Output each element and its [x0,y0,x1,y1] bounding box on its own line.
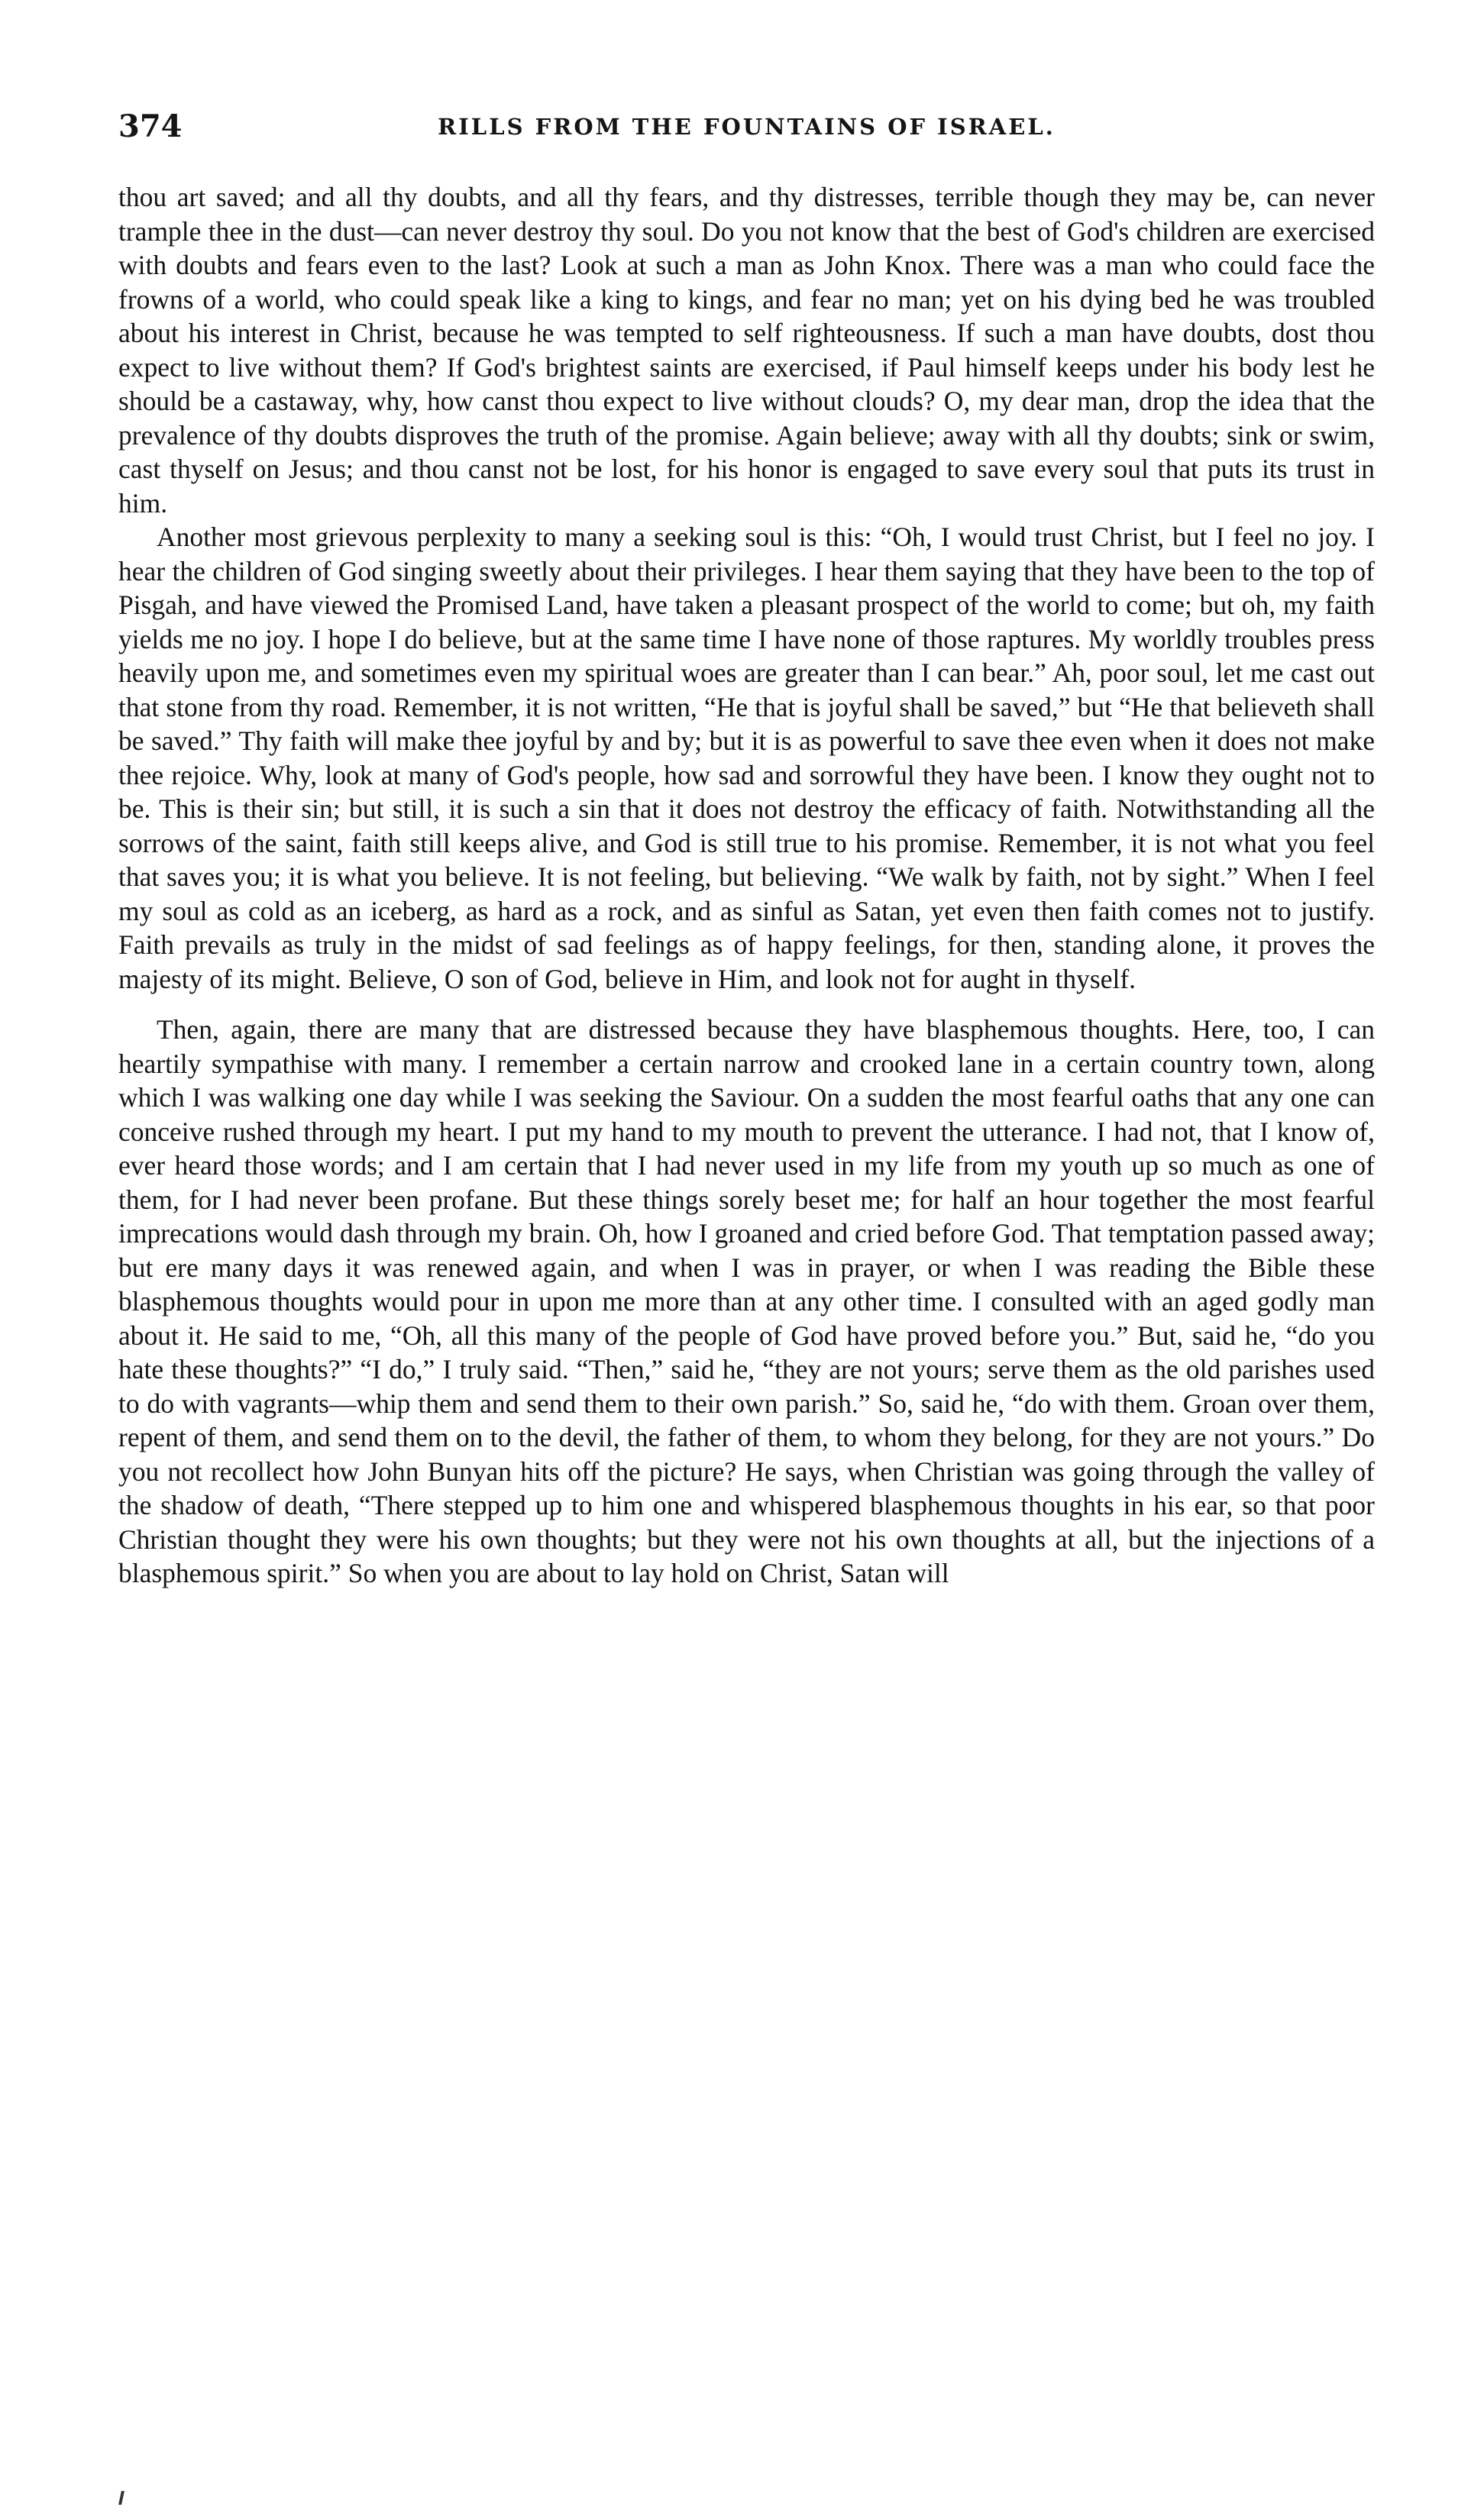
paragraph-3: Then, again, there are many that are distressed because they have blasphemous thoughts. Here, too, I can heartily sympathise with many. I remember a certain narrow and crooked lane in a certain country town, along which I was walking one day while I was seeking the Saviour. On a sudden the most fearful oaths that any one can conceive rushed through my heart. I put my hand to my mouth to prevent the utterance. I had not, that I know of, ever heard those words; and I am certain that I had never used in my life from my youth up so much as one of them, for I had never been profane. But these things sorely beset me; for half an hour together the most fearful imprecations would dash through my brain. Oh, how I groaned and cried before God. That temptation passed away; but ere many days it was renewed again, and when I was in prayer, or when I was reading the Bible these blasphemous thoughts would pour in upon me more than at any other time. I consulted with an aged godly man about it. He said to me, “Oh, all this many of the people of God have proved before you.” But, said he, “do you hate these thoughts?” “I do,” I truly said. “Then,” said he, “they are not yours; serve them as the old parishes used to do with vagrants—whip them and send them to their own parish.” So, said he, “do with them. Groan over them, repent of them, and send them on to the devil, the father of them, to whom they belong, for they are not yours.” Do you not recollect how John Bunyan hits off the picture? He says, when Christian was going through the valley of the shadow of death, “There stepped up to him one and whispered blasphemous thoughts in his ear, so that poor Christian thought they were his own thoughts; but they were not his own thoughts at all, but the injections of a blasphemous spirit.” So when you are about to lay hold on Christ, Satan will [118,1014,1375,1588]
running-title: RILLS FROM THE FOUNTAINS OF ISRAEL. [438,114,1056,140]
paragraph-1: thou art saved; and all thy doubts, and all thy fears, and thy distresses, terrible though they may be, can never trample thee in the dust—can never destroy thy soul. Do you not know that the best of God's children are exercised with doubts and fears even to the last? Look at such a man as John Knox. There was a man who could face the frowns of a world, who could speak like a king to kings, and fear no man; yet on his dying bed he was troubled about his interest in Christ, because he was tempted to self righteousness. If such a man have doubts, dost thou expect to live without them? If God's brightest saints are exercised, if Paul himself keeps under his body lest he should be a castaway, why, how canst thou expect to live without clouds? O, my dear man, drop the idea that the prevalence of thy doubts disproves the truth of the promise. Again believe; away with all thy doubts; sink or swim, cast thyself on Jesus; and thou canst not be lost, for his honor is engaged to save every soul that puts its trust in him. [118,182,1375,519]
stray-ink-mark [118,2491,124,2505]
running-head [118,107,1375,150]
page-number: 374 [118,108,183,144]
paragraph-2: Another most grievous perplexity to many a seeking soul is this: “Oh, I would trust Christ, but I feel no joy. I hear the children of God singing sweetly about their privileges. I hear them saying that they have been to the top of Pisgah, and have viewed the Promised Land, have taken a pleasant prospect of the world to come; but oh, my faith yields me no joy. I hope I do believe, but at the same time I have none of those raptures. My worldly troubles press heavily upon me, and sometimes even my spiritual woes are greater than I can bear.” Ah, poor soul, let me cast out that stone from thy road. Remember, it is not written, “He that is joyful shall be saved,” but “He that believeth shall be saved.” Thy faith will make thee joyful by and by; but it is as powerful to save thee even when it does not make thee rejoice. Why, look at many of God's people, how sad and sorrowful they have been. I know they ought not to be. This is their sin; but still, it is such a sin that it does not destroy the efficacy of faith. Notwithstanding all the sorrows of the saint, faith still keeps alive, and God is still true to his promise. Remember, it is not what you feel that saves you; it is what you believe. It is not feeling, but believing. “We walk by faith, not by sight.” When I feel my soul as cold as an iceberg, as hard as a rock, and as sinful as Satan, yet even then faith comes not to justify. Faith prevails as truly in the midst of sad feelings as of happy feelings, for then, standing alone, it proves the majesty of its might. Believe, O son of God, believe in Him, and look not for aught in thyself. [118,522,1375,994]
body-text [118,180,1375,1591]
book-page [118,107,1375,1591]
